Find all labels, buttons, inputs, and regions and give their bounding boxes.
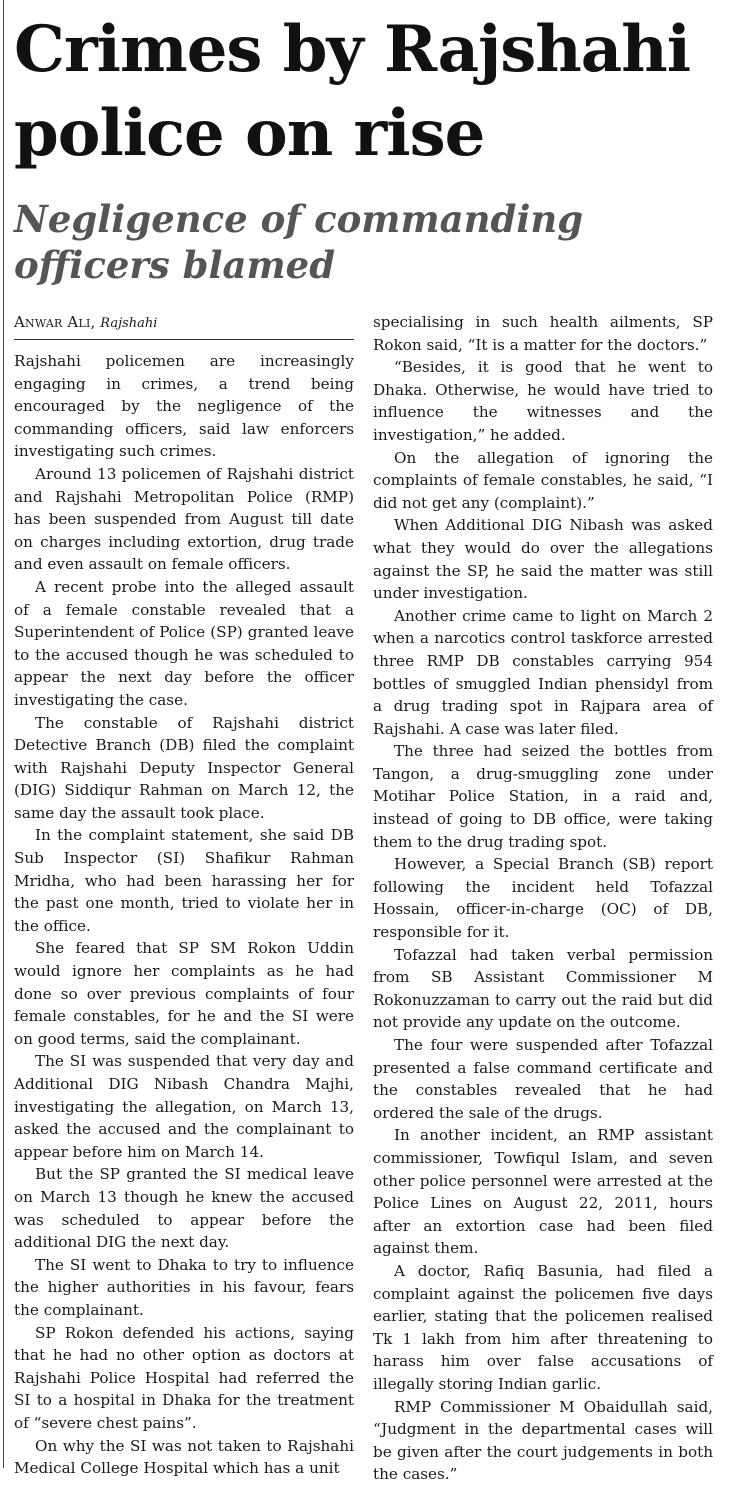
byline [14,311,354,340]
article-column-left [14,311,354,1480]
paragraph: The constable of Rajshahi district Detective Branch (DB) filed the complaint with Rajshahi Deputy Inspector General (DIG) Siddiqur Rahman on March 12, the same day the assault took place. [14,713,354,822]
paragraph: But the SP granted the SI medical leave on March 13 though he knew the accused was scheduled to appear before the additional DIG the next day. [14,1165,354,1252]
paragraph: She feared that SP SM Rokon Uddin would ignore her complaints as he had done so over previous complaints of four female constables, for he and the SI were on good terms, said the complainant. [14,939,354,1048]
paragraph: On why the SI was not taken to Rajshahi Medical College Hospital which has a unit [14,1436,354,1478]
paragraph: Another crime came to light on March 2 when a narcotics control taskforce arrested three RMP DB constables carrying 954 bottles of smuggled Indian phensidyl from a drug trading spot in Rajpara area of Rajshahi. A case was later filed. [373,606,713,738]
paragraph: RMP Commissioner M Obaidullah said, “Judgment in the departmental cases will be given after the court judgements in both the cases.” [373,1397,713,1484]
paragraph: The four were suspended after Tofazzal presented a false command certificate and the constables revealed that he had ordered the sale of the drugs. [373,1036,713,1122]
article-column-right [373,311,713,1486]
subheadline: Negligence of commanding officers blamed [14,197,584,287]
paragraph: “Besides, it is good that he went to Dhaka. Otherwise, he would have tried to influence the witnesses and the investigation,” he added. [373,358,713,444]
paragraph: A doctor, Rafiq Basunia, had filed a complaint against the policemen five days earlier, stating that the policemen realised Tk 1 lakh from him after threatening to harass him over false accusations of illegally storing Indian garlic. [373,1261,713,1393]
paragraph: Tofazzal had taken verbal permission from SB Assistant Commissioner M Rokonuzzaman to carry out the raid but did not provide any update on the outcome. [373,945,713,1032]
paragraph: Rajshahi policemen are increasingly engaging in crimes, a trend being encouraged by the negligence of the commanding officers, said law enforcers investigating such crimes. [14,352,354,461]
headline: Crimes by Rajshahi police on rise [14,12,691,171]
paragraph: When Additional DIG Nibash was asked what they would do over the allegations against the SP, he said the matter was still under investigation. [373,516,713,603]
paragraph: In another incident, an RMP assistant commissioner, Towfiqul Islam, and seven other police personnel were arrested at the Police Lines on August 22, 2011, hours after an extortion case had been filed against them. [373,1126,713,1258]
paragraph: In the complaint statement, she said DB Sub Inspector (SI) Shafikur Rahman Mridha, who had been harassing her for the past one month, tried to violate her in the office. [14,826,354,935]
paragraph: Around 13 policemen of Rajshahi district and Rajshahi Metropolitan Police (RMP) has been suspended from August till date on charges including extortion, drug trade and even assault on female officers. [14,464,354,574]
paragraph: On the allegation of ignoring the complaints of female constables, he said, “I did not get any (complaint).” [373,448,713,512]
paragraph: The three had seized the bottles from Tangon, a drug-smuggling zone under Motihar Police Station, in a raid and, instead of going to DB office, were taking them to the drug trading spot. [373,742,713,851]
column-rule [3,0,4,1468]
paragraph: However, a Special Branch (SB) report following the incident held Tofazzal Hossain, officer-in-charge (OC) of DB, responsible for it. [373,855,713,942]
paragraph: SP Rokon defended his actions, saying that he had no other option as doctors at Rajshahi Police Hospital had referred the SI to a hospital in Dhaka for the treatment of “severe chest pains”. [14,1323,354,1432]
byline-author: Anwar Ali, [14,313,96,331]
paragraph: The SI was suspended that very day and Additional DIG Nibash Chandra Majhi, investigating the allegation, on March 13, asked the accused and the complainant to appear before him on March 14. [14,1052,354,1161]
byline-location: Rajshahi [100,316,158,331]
paragraph: A recent probe into the alleged assault of a female constable revealed that a Superintendent of Police (SP) granted leave to the accused though he was scheduled to appear the next day before the officer investigating the case. [14,577,354,709]
paragraph: specialising in such health ailments, SP Rokon said, “It is a matter for the doctors.” [373,313,713,354]
paragraph: The SI went to Dhaka to try to influence the higher authorities in his favour, fears the complainant. [14,1255,354,1319]
